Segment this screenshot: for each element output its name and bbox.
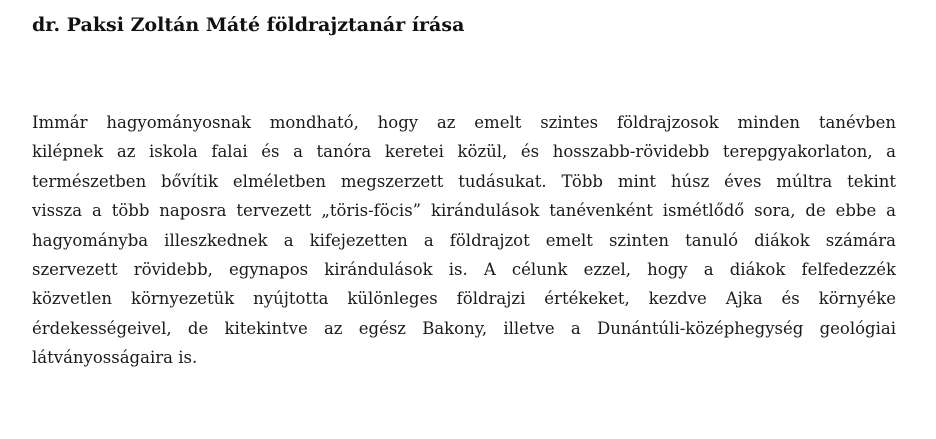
paragraph-line: érdekességeivel, de kitekintve az egész Bakony, illetve a Dunántúli-középhegység geológiai — [32, 318, 896, 338]
paragraph-line: kilépnek az iskola falai és a tanóra keretei közül, és hosszabb-rövidebb terepgyakorlaton, a — [32, 142, 896, 162]
article-paragraph — [32, 108, 896, 373]
paragraph-line: természetben bővítik elméletben megszerzett tudásukat. Több mint húsz éves múltra tekint — [32, 171, 896, 191]
article-author-heading: dr. Paksi Zoltán Máté földrajztanár írása — [32, 14, 465, 36]
paragraph-line: vissza a több naposra tervezett „töris-föcis” kirándulások tanévenként ismétlődő sora, de ebbe a — [32, 201, 896, 221]
paragraph-line: szervezett rövidebb, egynapos kirándulások is. A célunk ezzel, hogy a diákok felfedezzék — [32, 259, 896, 279]
paragraph-line: látványosságaira is. — [32, 348, 198, 368]
paragraph-line: hagyományba illeszkednek a kifejezetten a földrajzot emelt szinten tanuló diákok számára — [32, 230, 896, 250]
paragraph-line: Immár hagyományosnak mondható, hogy az emelt szintes földrajzosok minden tanévben — [32, 113, 896, 132]
paragraph-line: közvetlen környezetük nyújtotta különleges földrajzi értékeket, kezdve Ajka és környéke — [32, 289, 896, 309]
